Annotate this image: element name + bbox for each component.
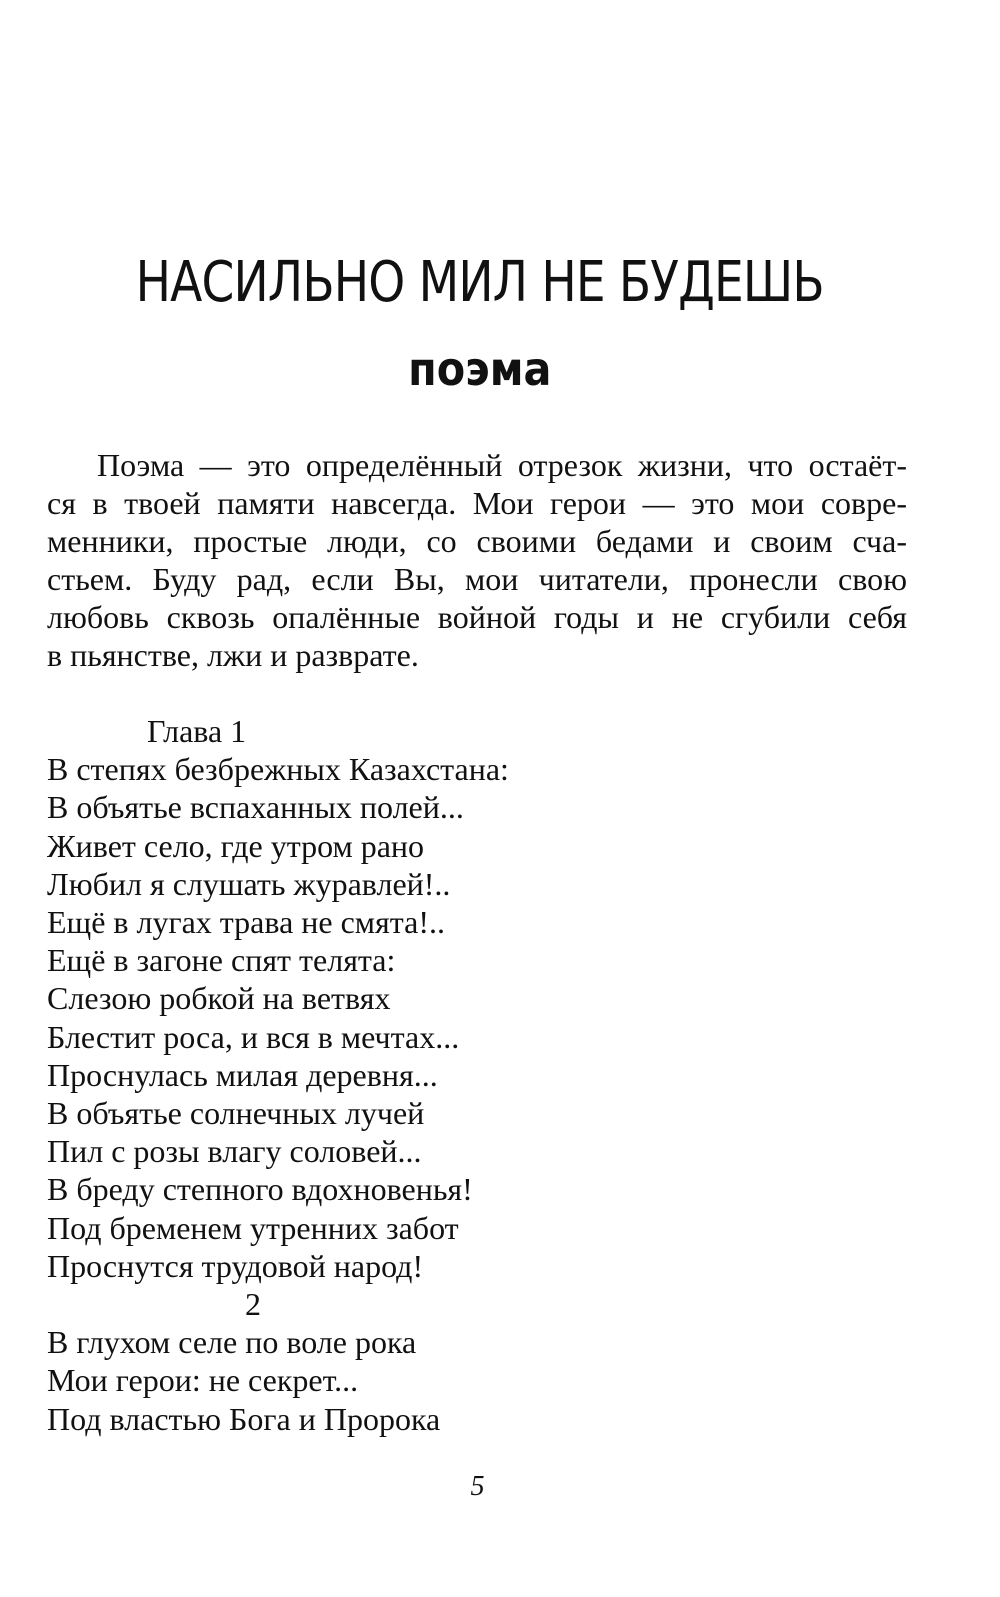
chapter-heading: Глава 1 [147,713,247,749]
verse-line: Проснулась милая деревня... [47,1056,438,1093]
verse-line: Проснутся трудовой народ! [47,1247,424,1284]
section-number: 2 [245,1286,261,1323]
verse-line: Живет село, где утром рано [47,827,425,864]
verse-line: В степях безбрежных Казахстана: [47,751,509,788]
verse-line: Слезою робкой на ветвях [47,980,391,1017]
intro-line: Поэма — это определённый отрезок жизни, что остаёт- [97,447,907,483]
intro-line: ся в твоей памяти навсегда. Мои герои — это мои совре- [47,485,907,521]
verse-line: Блестит роса, и вся в мечтах... [47,1018,460,1055]
verse-line: В бреду степного вдохновенья! [47,1171,473,1208]
intro-paragraph [47,446,907,674]
verse-line: Пил с розы влагу соловей... [47,1133,422,1170]
verse-line: В глухом селе по воле рока [47,1324,417,1361]
page-number: 5 [470,1471,485,1502]
verse-line: Ещё в загоне спят телята: [47,942,396,979]
intro-line: менники, простые люди, со своими бедами и своим сча- [47,523,907,559]
verse-line: В объятье солнечных лучей [47,1095,425,1132]
poem-subtitle: поэма [408,342,552,396]
intro-line: стьем. Буду рад, если Вы, мои читатели, пронесли свою [47,561,907,597]
intro-line: любовь сквозь опалённые войной годы и не сгубили себя [47,599,907,635]
poem-verse [47,712,907,1438]
verse-line: Ещё в лугах трава не смята!.. [47,904,445,941]
verse-line: Под бременем утренних забот [47,1209,459,1246]
poem-title: НАСИЛЬНО МИЛ НЕ БУДЕШЬ [135,250,824,315]
verse-line: Любил я слушать журавлей!.. [47,865,451,902]
verse-line: Мои герои: не секрет... [47,1362,359,1399]
verse-line: Под властью Бога и Пророка [47,1400,441,1437]
intro-line: в пьянстве, лжи и разврате. [47,637,419,673]
verse-line: В объятье вспаханных полей... [47,789,464,826]
